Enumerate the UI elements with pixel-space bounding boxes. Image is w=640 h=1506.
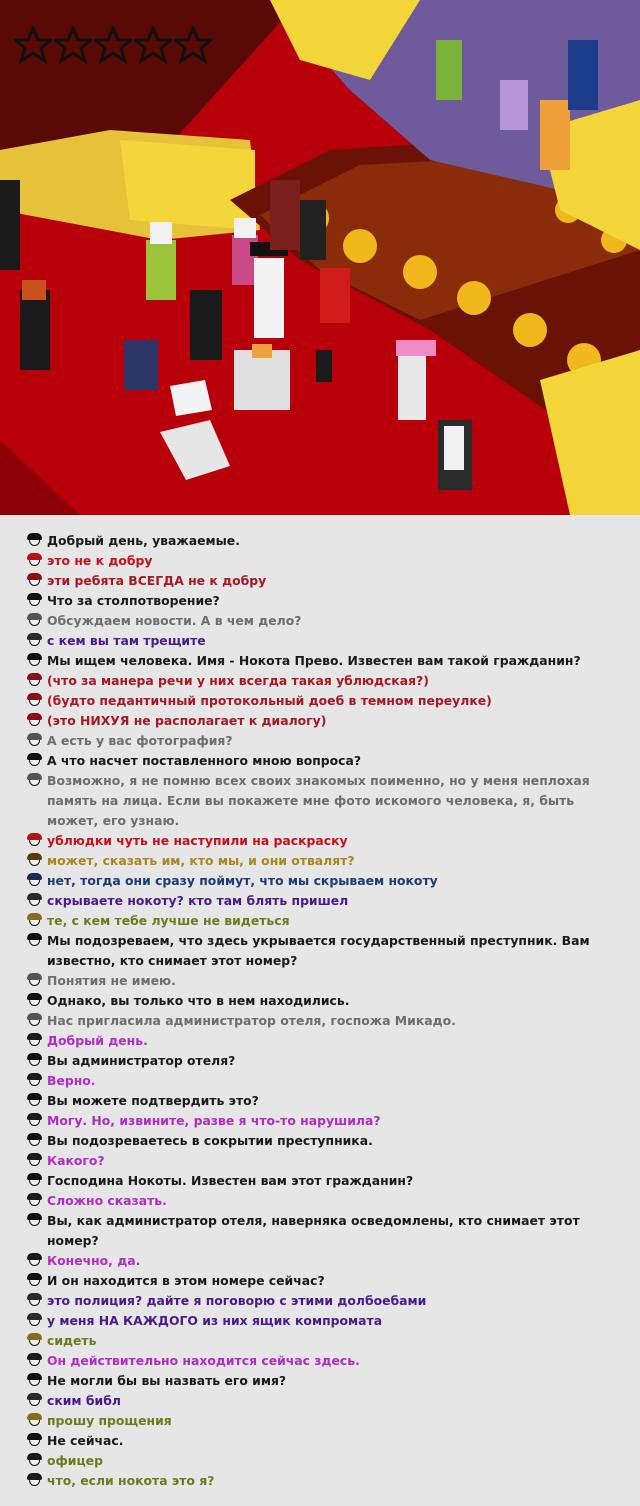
chat-line — [26, 571, 616, 591]
speaker-avatar-icon — [26, 1052, 43, 1069]
chat-line — [26, 1351, 616, 1371]
chat-line — [26, 1291, 616, 1311]
chat-text: И он находится в этом номере сейчас? — [47, 1273, 325, 1288]
chat-line — [26, 1211, 616, 1251]
star-icon — [94, 26, 132, 64]
chat-text: нет, тогда они сразу поймут, что мы скрываем нокоту — [47, 873, 438, 888]
chat-line — [26, 1171, 616, 1191]
speaker-avatar-icon — [26, 672, 43, 689]
chat-text: Конечно, да. — [47, 1253, 141, 1268]
speaker-avatar-icon — [26, 1292, 43, 1309]
chat-line — [26, 1331, 616, 1351]
speaker-avatar-icon — [26, 1452, 43, 1469]
chat-text: это не к добру — [47, 553, 153, 568]
speaker-avatar-icon — [26, 532, 43, 549]
speaker-avatar-icon — [26, 612, 43, 629]
chat-text: Вы администратор отеля? — [47, 1053, 236, 1068]
chat-text: Вы можете подтвердить это? — [47, 1093, 259, 1108]
chat-text: у меня НА КАЖДОГО из них ящик компромата — [47, 1313, 383, 1328]
speaker-avatar-icon — [26, 1132, 43, 1149]
speaker-avatar-icon — [26, 932, 43, 949]
chat-text: Не сейчас. — [47, 1433, 124, 1448]
chat-text: Добрый день. — [47, 1033, 148, 1048]
chat-line — [26, 1031, 616, 1051]
speaker-avatar-icon — [26, 992, 43, 1009]
chat-line — [26, 991, 616, 1011]
chat-text: ским библ — [47, 1393, 121, 1408]
chat-text: Обсуждаем новости. А в чем дело? — [47, 613, 302, 628]
chat-text: Могу. Но, извините, разве я что-то нарушила? — [47, 1113, 381, 1128]
chat-line — [26, 1251, 616, 1271]
speaker-avatar-icon — [26, 1352, 43, 1369]
speaker-avatar-icon — [26, 872, 43, 889]
chat-log — [0, 515, 640, 1506]
speaker-avatar-icon — [26, 1212, 43, 1229]
chat-text: Не могли бы вы назвать его имя? — [47, 1373, 287, 1388]
star-icon — [134, 26, 172, 64]
chat-line — [26, 1131, 616, 1151]
chat-line — [26, 851, 616, 871]
speaker-avatar-icon — [26, 1392, 43, 1409]
speaker-avatar-icon — [26, 1172, 43, 1189]
speaker-avatar-icon — [26, 712, 43, 729]
chat-text: офицер — [47, 1453, 103, 1468]
speaker-avatar-icon — [26, 752, 43, 769]
chat-line — [26, 651, 616, 671]
chat-text: что, если нокота это я? — [47, 1473, 215, 1488]
chat-line — [26, 1431, 616, 1451]
scene-art — [0, 0, 640, 515]
chat-line — [26, 671, 616, 691]
chat-text: Вы, как администратор отеля, наверняка осведомлены, кто снимает этот номер? — [47, 1213, 580, 1248]
chat-text: (что за манера речи у них всегда такая ублюдская?) — [47, 673, 429, 688]
speaker-avatar-icon — [26, 1192, 43, 1209]
chat-text: это полиция? дайте я поговорю с этими долбоебами — [47, 1293, 427, 1308]
chat-text: Мы подозреваем, что здесь укрывается государственный преступник. Вам известно, кто снимает этот номер? — [47, 933, 590, 968]
chat-line — [26, 1011, 616, 1031]
chat-text: ублюдки чуть не наступили на раскраску — [47, 833, 348, 848]
chat-text: (это НИХУЯ не располагает к диалогу) — [47, 713, 327, 728]
speaker-avatar-icon — [26, 1072, 43, 1089]
chat-text: эти ребята ВСЕГДА не к добру — [47, 573, 267, 588]
chat-text: Он действительно находится сейчас здесь. — [47, 1353, 360, 1368]
chat-text: А что насчет поставленного мною вопроса? — [47, 753, 362, 768]
speaker-avatar-icon — [26, 772, 43, 789]
chat-line — [26, 1151, 616, 1171]
chat-line — [26, 1091, 616, 1111]
chat-line — [26, 591, 616, 611]
chat-line — [26, 1391, 616, 1411]
chat-text: может, сказать им, кто мы, и они отвалят? — [47, 853, 355, 868]
chat-line — [26, 711, 616, 731]
chat-text: с кем вы там трещите — [47, 633, 206, 648]
speaker-avatar-icon — [26, 592, 43, 609]
speaker-avatar-icon — [26, 1272, 43, 1289]
chat-text: Добрый день, уважаемые. — [47, 533, 240, 548]
chat-line — [26, 891, 616, 911]
chat-text: Господина Нокоты. Известен вам этот гражданин? — [47, 1173, 414, 1188]
chat-text: Мы ищем человека. Имя - Нокота Прево. Известен вам такой гражданин? — [47, 653, 581, 668]
chat-text: (будто педантичный протокольный доеб в темном переулке) — [47, 693, 492, 708]
chat-text: Верно. — [47, 1073, 96, 1088]
chat-line — [26, 631, 616, 651]
chat-line — [26, 931, 616, 971]
chat-line — [26, 1051, 616, 1071]
chat-text: Сложно сказать. — [47, 1193, 167, 1208]
game-scene — [0, 0, 640, 515]
chat-line — [26, 911, 616, 931]
chat-text: Возможно, я не помню всех своих знакомых поименно, но у меня неплохая память на лица. Если вы покажете мне фото искомого человека, я, быть может, его узнаю. — [47, 773, 590, 828]
speaker-avatar-icon — [26, 1012, 43, 1029]
chat-text: Понятия не имею. — [47, 973, 176, 988]
chat-text: Какого? — [47, 1153, 105, 1168]
gold-panel — [120, 140, 255, 230]
speaker-avatar-icon — [26, 1332, 43, 1349]
chat-line — [26, 1411, 616, 1431]
chat-text: те, с кем тебе лучше не видеться — [47, 913, 290, 928]
speaker-avatar-icon — [26, 552, 43, 569]
chat-line — [26, 971, 616, 991]
star-icon — [54, 26, 92, 64]
chat-line — [26, 551, 616, 571]
chat-line — [26, 751, 616, 771]
chat-text: Однако, вы только что в нем находились. — [47, 993, 350, 1008]
star-icon — [14, 26, 52, 64]
speaker-avatar-icon — [26, 1312, 43, 1329]
speaker-avatar-icon — [26, 852, 43, 869]
chat-text: сидеть — [47, 1333, 97, 1348]
chat-line — [26, 1311, 616, 1331]
speaker-avatar-icon — [26, 652, 43, 669]
speaker-avatar-icon — [26, 1252, 43, 1269]
speaker-avatar-icon — [26, 632, 43, 649]
chat-line — [26, 1271, 616, 1291]
chat-line — [26, 1111, 616, 1131]
chat-text: Что за столпотворение? — [47, 593, 220, 608]
speaker-avatar-icon — [26, 1432, 43, 1449]
speaker-avatar-icon — [26, 1152, 43, 1169]
chat-text: скрываете нокоту? кто там блять пришел — [47, 893, 349, 908]
speaker-avatar-icon — [26, 1032, 43, 1049]
chat-text: А есть у вас фотография? — [47, 733, 233, 748]
chat-line — [26, 1451, 616, 1471]
chat-line — [26, 691, 616, 711]
speaker-avatar-icon — [26, 1092, 43, 1109]
chat-line — [26, 1371, 616, 1391]
speaker-avatar-icon — [26, 692, 43, 709]
speaker-avatar-icon — [26, 1112, 43, 1129]
chat-line — [26, 731, 616, 751]
speaker-avatar-icon — [26, 1412, 43, 1429]
chat-line — [26, 1471, 616, 1491]
wanted-rating — [14, 26, 212, 64]
chat-line — [26, 1191, 616, 1211]
speaker-avatar-icon — [26, 892, 43, 909]
speaker-avatar-icon — [26, 832, 43, 849]
chat-line — [26, 771, 616, 831]
speaker-avatar-icon — [26, 1372, 43, 1389]
chat-text: Вы подозреваетесь в сокрытии преступника. — [47, 1133, 373, 1148]
chat-line — [26, 1071, 616, 1091]
chat-text: прошу прощения — [47, 1413, 172, 1428]
chat-line — [26, 831, 616, 851]
star-icon — [174, 26, 212, 64]
speaker-avatar-icon — [26, 732, 43, 749]
chat-line — [26, 611, 616, 631]
speaker-avatar-icon — [26, 972, 43, 989]
speaker-avatar-icon — [26, 572, 43, 589]
speaker-avatar-icon — [26, 912, 43, 929]
chat-line — [26, 871, 616, 891]
speaker-avatar-icon — [26, 1472, 43, 1489]
chat-line — [26, 531, 616, 551]
chat-text: Нас пригласила администратор отеля, госпожа Микадо. — [47, 1013, 456, 1028]
